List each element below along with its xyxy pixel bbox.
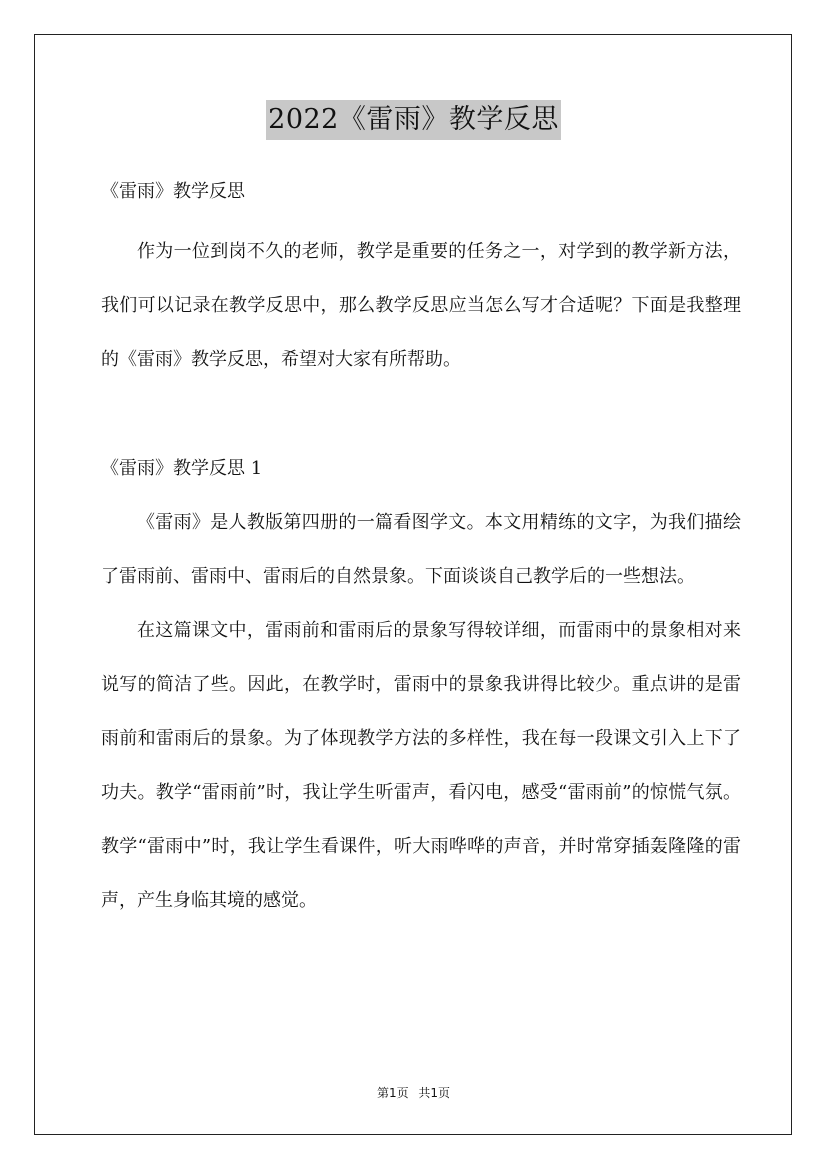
intro-paragraph: 作为一位到岗不久的老师，教学是重要的任务之一，对学到的教学新方法，我们可以记录在教学反思中，那么教学反思应当怎么写才合适呢？下面是我整理的《雷雨》教学反思，希望对大家有所帮助。 [101, 241, 741, 370]
title-block [0, 100, 827, 140]
page-footer [0, 1084, 827, 1101]
document-title: 2022《雷雨》教学反思 [266, 100, 561, 140]
section-1-paragraph-1: 《雷雨》是人教版第四册的一篇看图学文。本文用精练的文字，为我们描绘了雷雨前、雷雨中、雷雨后的自然景象。下面谈谈自己教学后的一些想法。 [101, 512, 741, 587]
page-total: 共1页 [418, 1086, 451, 1100]
section-1-heading: 《雷雨》教学反思 1 [101, 458, 263, 479]
page-number: 第1页 [376, 1086, 409, 1100]
document-body [101, 173, 741, 928]
section-1-paragraph-2: 在这篇课文中，雷雨前和雷雨后的景象写得较详细，而雷雨中的景象相对来说写的简洁了些。因此，在教学时，雷雨中的景象我讲得比较少。重点讲的是雷雨前和雷雨后的景象。为了体现教学方法的多样性，我在每一段课文引入上下了功夫。教学“雷雨前”时，我让学生听雷声，看闪电，感受“雷雨前”的惊慌气氛。教学“雷雨中”时，我让学生看课件，听大雨哗哗的声音，并时常穿插轰隆隆的雷声，产生身临其境的感觉。 [101, 620, 741, 911]
intro-heading: 《雷雨》教学反思 [101, 181, 245, 202]
